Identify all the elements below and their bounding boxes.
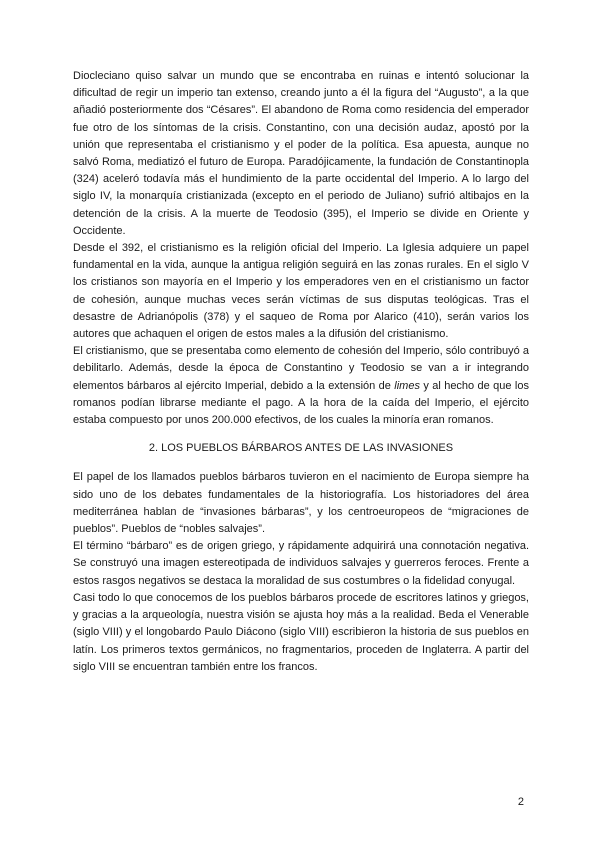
paragraph-ejercito-part2: y al hecho de que los romanos podían librarse mediante el pago. A la hora de la caída del Imperio, el ejército estaba compuesto por unos 200.000 efectivos, de los cuales la minoría eran romanos. xyxy=(73,379,529,427)
section-heading: 2. LOS PUEBLOS BÁRBAROS ANTES DE LAS INVASIONES xyxy=(148,442,454,455)
paragraph-diocleciano: Diocleciano quiso salvar un mundo que se encontraba en ruinas e intentó solucionar la dificultad de regir un imperio tan extenso, creando junto a él la figura del “Augusto”, a la que añadió posteriormente dos “Césares”. El abandono de Roma como residencia del emperador fue otro de los síntomas de la crisis. Constantino, con una decisión audaz, apostó por la unión que representaba el cristianismo y el poder de la política. Esa apuesta, aunque no salvó Roma, mediatizó el futuro de Europa. Paradójicamente, la fundación de Constantinopla (324) aceleró todavía más el hundimiento de la parte occidental del Imperio. A lo largo del siglo IV, la monarquía cristianizada (excepto en el periodo de Juliano) sufrió altibajos en la detención de la crisis. A la muerte de Teodosio (395), el Imperio se divide en Oriente y Occidente. xyxy=(73,70,529,237)
body-text xyxy=(73,68,529,676)
limes-term: limes xyxy=(394,379,420,392)
paragraph-ejercito-part1: El cristianismo, que se presentaba como elemento de cohesión del Imperio, sólo contribuyó a debilitarlo. Además, desde la época de Constantino y Teodosio se van a ir integrando elementos bárbaros al ejército Imperial, debido a la extensión de xyxy=(73,345,529,392)
page-number: 2 xyxy=(517,796,524,808)
paragraph-papel-barbaros: El papel de los llamados pueblos bárbaros tuvieron en el nacimiento de Europa siempre ha sido uno de los debates fundamentales de la historiografía. Los historiadores del área mediterránea hablan de “invasiones bárbaras”, y los centroeuropeos de “migraciones de pueblos”. Pueblos de “nobles salvajes”. xyxy=(73,471,529,536)
paragraph-cristianismo-oficial: Desde el 392, el cristianismo es la religión oficial del Imperio. La Iglesia adquiere un papel fundamental en la vida, aunque la antigua religión seguirá en las zonas rurales. En el siglo V los cristianos son mayoría en el Imperio y los emperadores ven en el cristianismo un factor de cohesión, aunque muchas veces serán víctimas de sus disputas teológicas. Tras el desastre de Adrianópolis (378) y el saqueo de Roma por Alarico (410), serán varios los autores que achaquen el origen de estos males a la difusión del cristianismo. xyxy=(73,242,529,341)
paragraph-ejercito xyxy=(73,343,529,429)
paragraph-fuentes: Casi todo lo que conocemos de los pueblos bárbaros procede de escritores latinos y griegos, y gracias a la arqueología, nuestra visión se ajusta hoy más a la realidad. Beda el Venerable (siglo VIII) y el longobardo Paulo Diácono (siglo VIII) escribieron la historia de sus pueblos en latín. Los primeros textos germánicos, no fragmentarios, proceden de Inglaterra. A partir del siglo VIII se encuentran también entre los francos. xyxy=(73,591,529,673)
paragraph-termino-barbaro: El término “bárbaro” es de origen griego, y rápidamente adquirirá una connotación negativa. Se construyó una imagen estereotipada de individuos salvajes y guerreros feroces. Frente a estos rasgos negativos se destaca la moralidad de sus costumbres o la fidelidad conyugal. xyxy=(73,540,529,587)
